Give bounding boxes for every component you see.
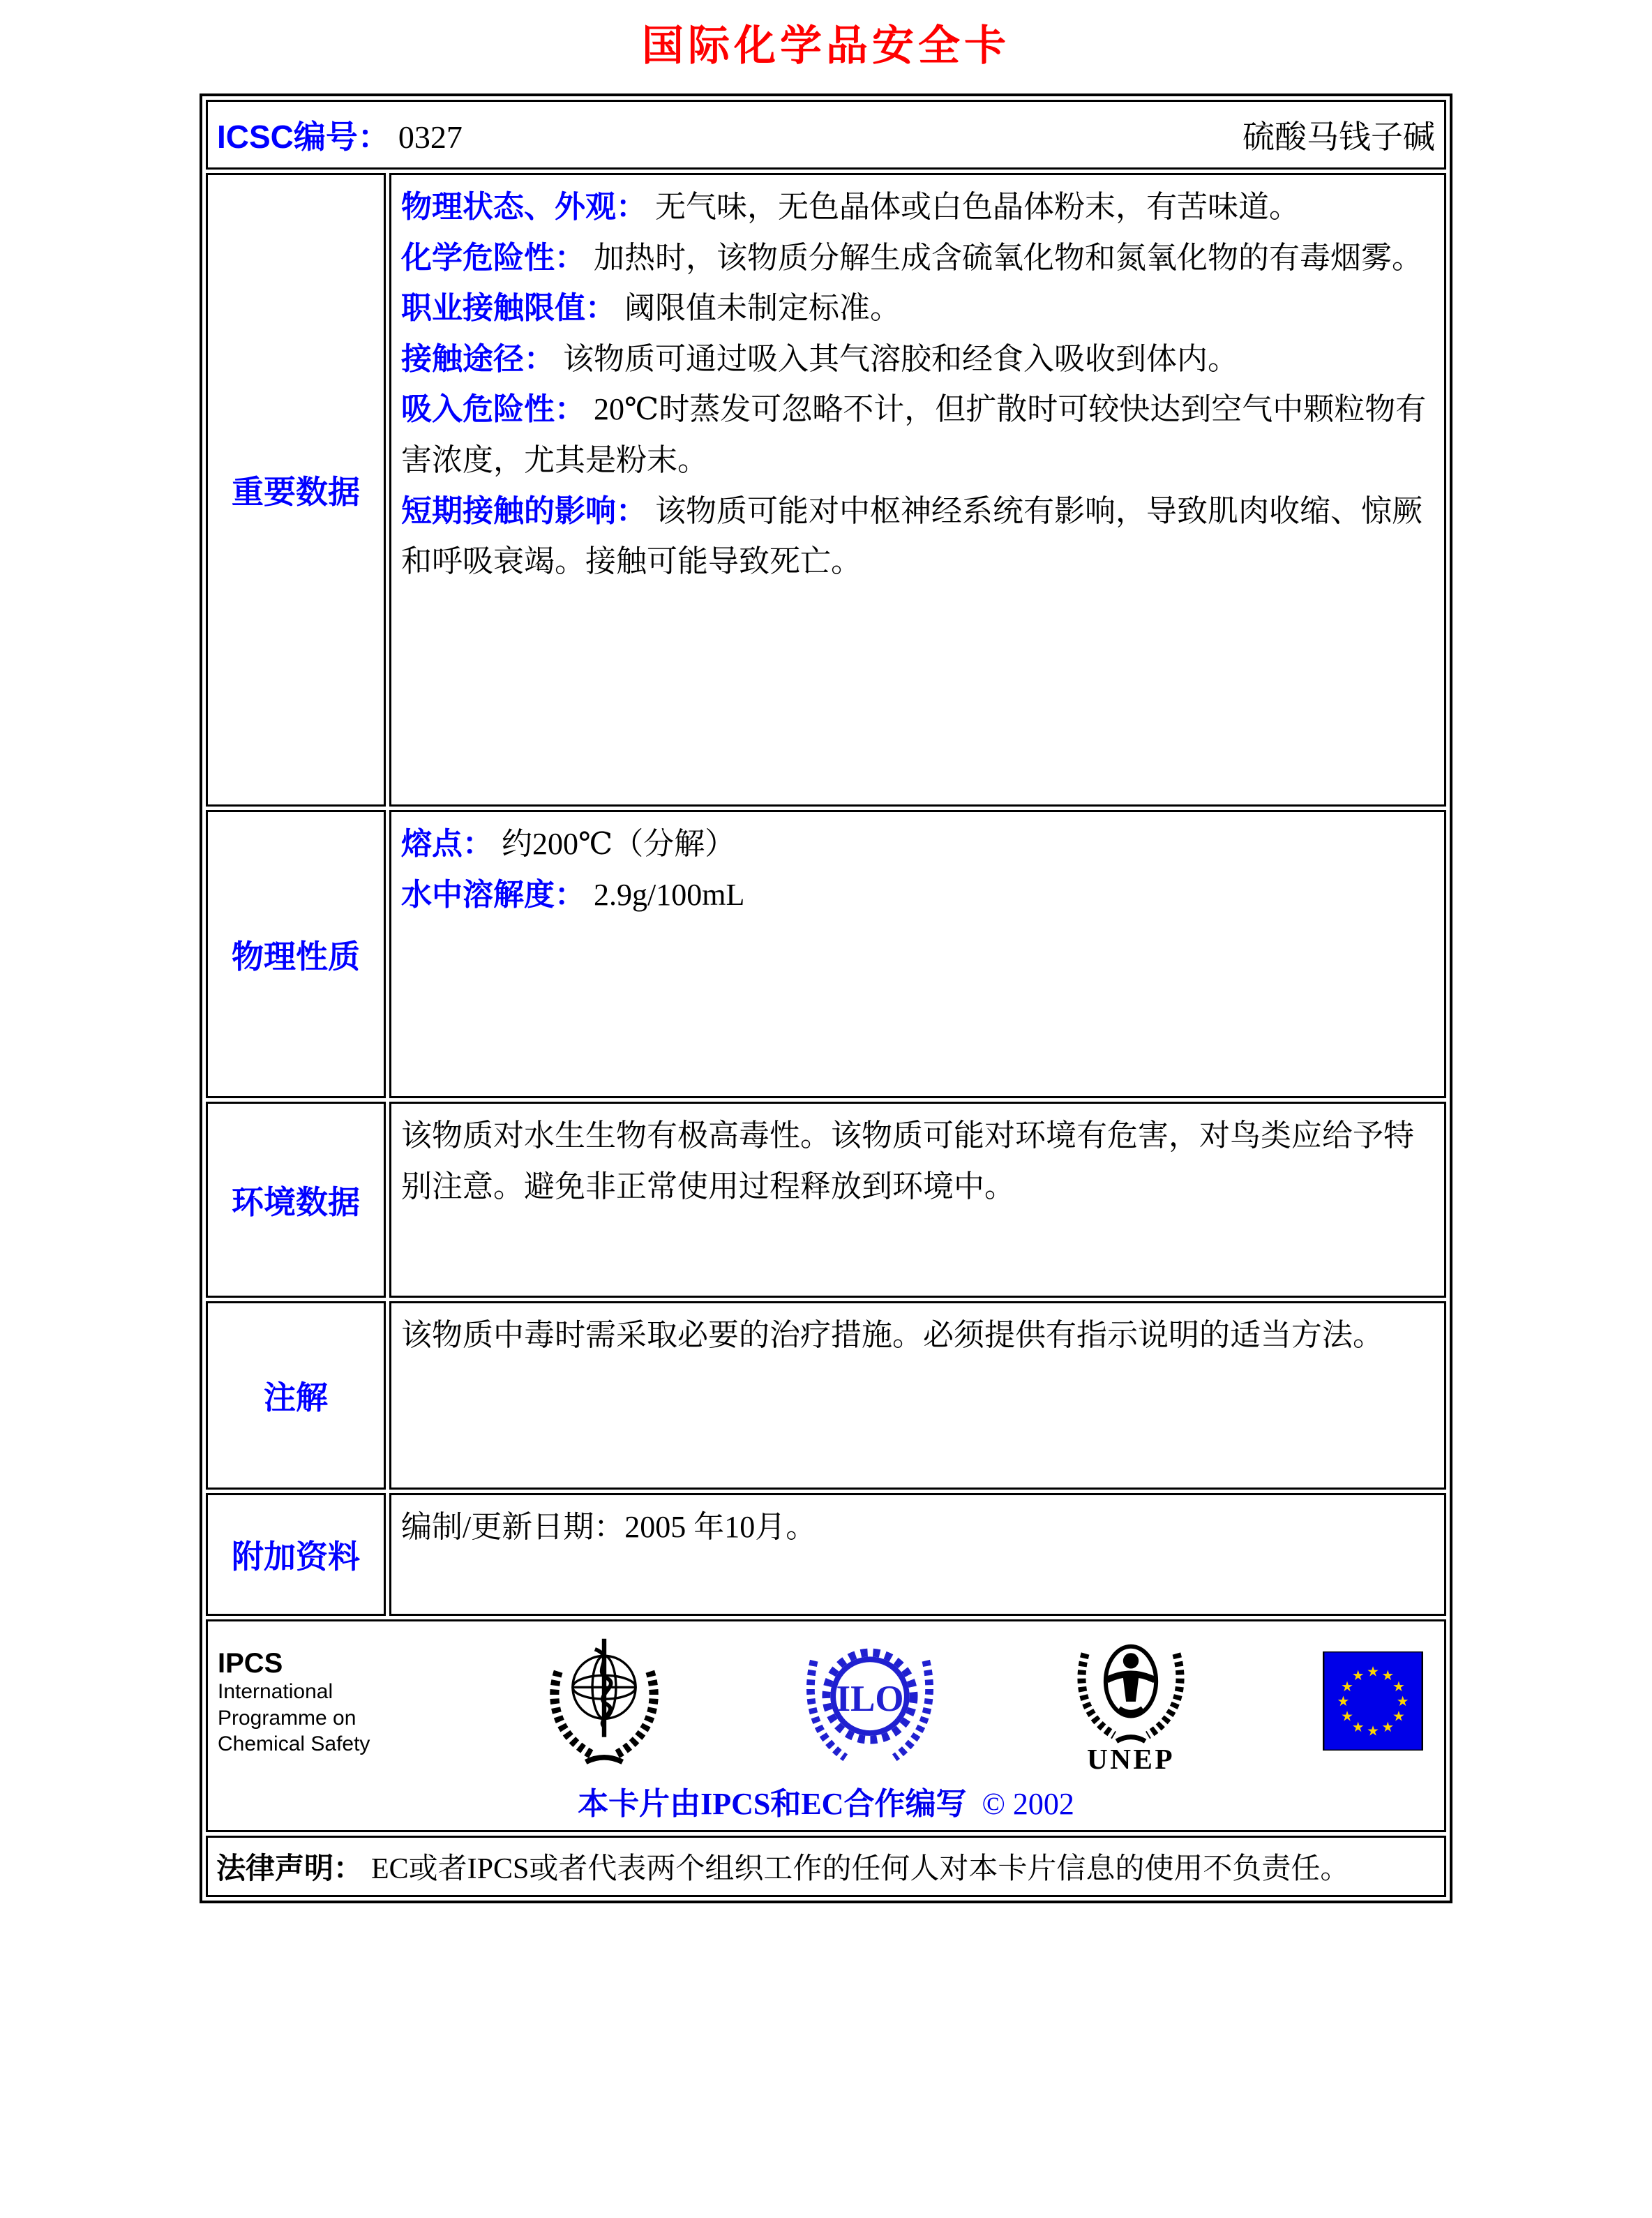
svg-text:★: ★ bbox=[1337, 1693, 1350, 1710]
important-item bbox=[401, 486, 1434, 587]
svg-text:★: ★ bbox=[1341, 1678, 1353, 1695]
ipcs-line: International bbox=[218, 1680, 333, 1704]
item-label: 物理状态、外观： bbox=[401, 190, 647, 224]
cooperation-note bbox=[208, 1778, 1444, 1830]
header-cell bbox=[206, 100, 1446, 170]
svg-text:★: ★ bbox=[1367, 1663, 1379, 1680]
who-logo-icon bbox=[539, 1632, 670, 1774]
item-text: 阈限值未制定标准。 bbox=[624, 291, 901, 326]
icsc-number-label: ICSC编号： bbox=[217, 119, 390, 155]
important-item bbox=[401, 334, 1434, 385]
additional-info-row bbox=[206, 1493, 1446, 1616]
item-text: 20℃时蒸发可忽略不计，但扩散时可较快达到空气中颗粒物有害浓度，尤其是粉末。 bbox=[401, 392, 1427, 477]
svg-text:★: ★ bbox=[1392, 1678, 1405, 1695]
ipcs-title: IPCS bbox=[218, 1648, 283, 1679]
additional-info-text: 编制/更新日期：2005 年10月。 bbox=[401, 1510, 817, 1544]
ilo-letters: ILO bbox=[836, 1679, 904, 1720]
physical-item bbox=[401, 870, 1434, 921]
notes-text: 该物质中毒时需采取必要的治疗措施。必须提供有指示说明的适当方法。 bbox=[401, 1318, 1383, 1352]
unep-logo-icon bbox=[1071, 1627, 1191, 1778]
item-label: 职业接触限值： bbox=[401, 291, 616, 326]
section-label-environmental-data: 环境数据 bbox=[206, 1102, 386, 1298]
physical-properties-row bbox=[206, 810, 1446, 1098]
chemical-name: 硫酸马钱子碱 bbox=[1242, 119, 1435, 155]
icsc-number-value: 0327 bbox=[398, 119, 463, 155]
section-label-notes: 注解 bbox=[206, 1301, 386, 1490]
important-item bbox=[401, 182, 1434, 233]
item-text: 2.9g/100mL bbox=[594, 877, 745, 912]
additional-info-content bbox=[389, 1493, 1446, 1616]
section-label-physical-properties: 物理性质 bbox=[206, 810, 386, 1098]
legal-text: EC或者IPCS或者代表两个组织工作的任何人对本卡片信息的使用不负责任。 bbox=[371, 1853, 1350, 1885]
cooperation-text: 本卡片由IPCS和EC合作编写 bbox=[578, 1787, 967, 1821]
item-text: 约200℃（分解） bbox=[502, 827, 736, 861]
important-item bbox=[401, 233, 1434, 284]
legal-row bbox=[206, 1836, 1446, 1897]
svg-text:★: ★ bbox=[1381, 1719, 1395, 1736]
item-text: 该物质可能对中枢神经系统有影响，导致肌肉收缩、惊厥和呼吸衰竭。接触可能导致死亡。 bbox=[401, 493, 1422, 579]
important-item bbox=[401, 384, 1434, 486]
ipcs-line: Programme on bbox=[218, 1706, 356, 1730]
item-label: 水中溶解度： bbox=[401, 877, 585, 912]
item-text: 该物质可通过吸入其气溶胶和经食入吸收到体内。 bbox=[563, 341, 1238, 376]
important-data-content bbox=[389, 173, 1446, 807]
item-label: 接触途径： bbox=[401, 341, 555, 376]
environment-text: 该物质对水生生物有极高毒性。该物质可能对环境有危害，对鸟类应给予特别注意。避免非正常使用过程释放到环境中。 bbox=[401, 1118, 1414, 1204]
item-label: 短期接触的影响： bbox=[401, 493, 647, 528]
section-label-important-data: 重要数据 bbox=[206, 173, 386, 807]
logos-row bbox=[206, 1619, 1446, 1832]
svg-text:★: ★ bbox=[1341, 1708, 1353, 1725]
icsc-number-group bbox=[217, 112, 463, 158]
svg-text:★: ★ bbox=[1392, 1708, 1405, 1725]
environmental-data-content bbox=[389, 1102, 1446, 1298]
environmental-data-row bbox=[206, 1102, 1446, 1298]
header-row bbox=[206, 100, 1446, 170]
unep-caption: UNEP bbox=[1086, 1743, 1175, 1775]
item-text: 加热时，该物质分解生成含硫氧化物和氮氧化物的有毒烟雾。 bbox=[594, 240, 1422, 275]
item-label: 吸入危险性： bbox=[401, 392, 585, 427]
notes-content bbox=[389, 1301, 1446, 1490]
item-label: 熔点： bbox=[401, 827, 493, 861]
ipcs-text-block bbox=[218, 1648, 406, 1758]
svg-text:★: ★ bbox=[1396, 1693, 1409, 1710]
important-item bbox=[401, 283, 1434, 334]
important-data-row bbox=[206, 173, 1446, 807]
legal-label: 法律声明： bbox=[216, 1852, 363, 1884]
eu-flag-icon bbox=[1323, 1651, 1423, 1754]
legal-cell bbox=[206, 1836, 1446, 1897]
logos-cell bbox=[206, 1619, 1446, 1832]
icsc-card-table bbox=[200, 93, 1452, 1903]
copyright-text: © 2002 bbox=[982, 1787, 1074, 1821]
svg-text:★: ★ bbox=[1351, 1668, 1365, 1684]
ipcs-line: Chemical Safety bbox=[218, 1732, 370, 1756]
item-label: 化学危险性： bbox=[401, 240, 585, 275]
physical-item bbox=[401, 819, 1434, 870]
section-label-additional-info: 附加资料 bbox=[206, 1493, 386, 1616]
physical-properties-content bbox=[389, 810, 1446, 1098]
svg-text:★: ★ bbox=[1381, 1668, 1395, 1684]
svg-text:★: ★ bbox=[1367, 1723, 1379, 1739]
notes-row bbox=[206, 1301, 1446, 1490]
item-text: 无气味，无色晶体或白色晶体粉末，有苦味道。 bbox=[655, 190, 1300, 224]
page-title: 国际化学品安全卡 bbox=[642, 22, 1010, 69]
svg-text:★: ★ bbox=[1351, 1719, 1365, 1736]
ilo-logo-icon bbox=[802, 1636, 938, 1769]
